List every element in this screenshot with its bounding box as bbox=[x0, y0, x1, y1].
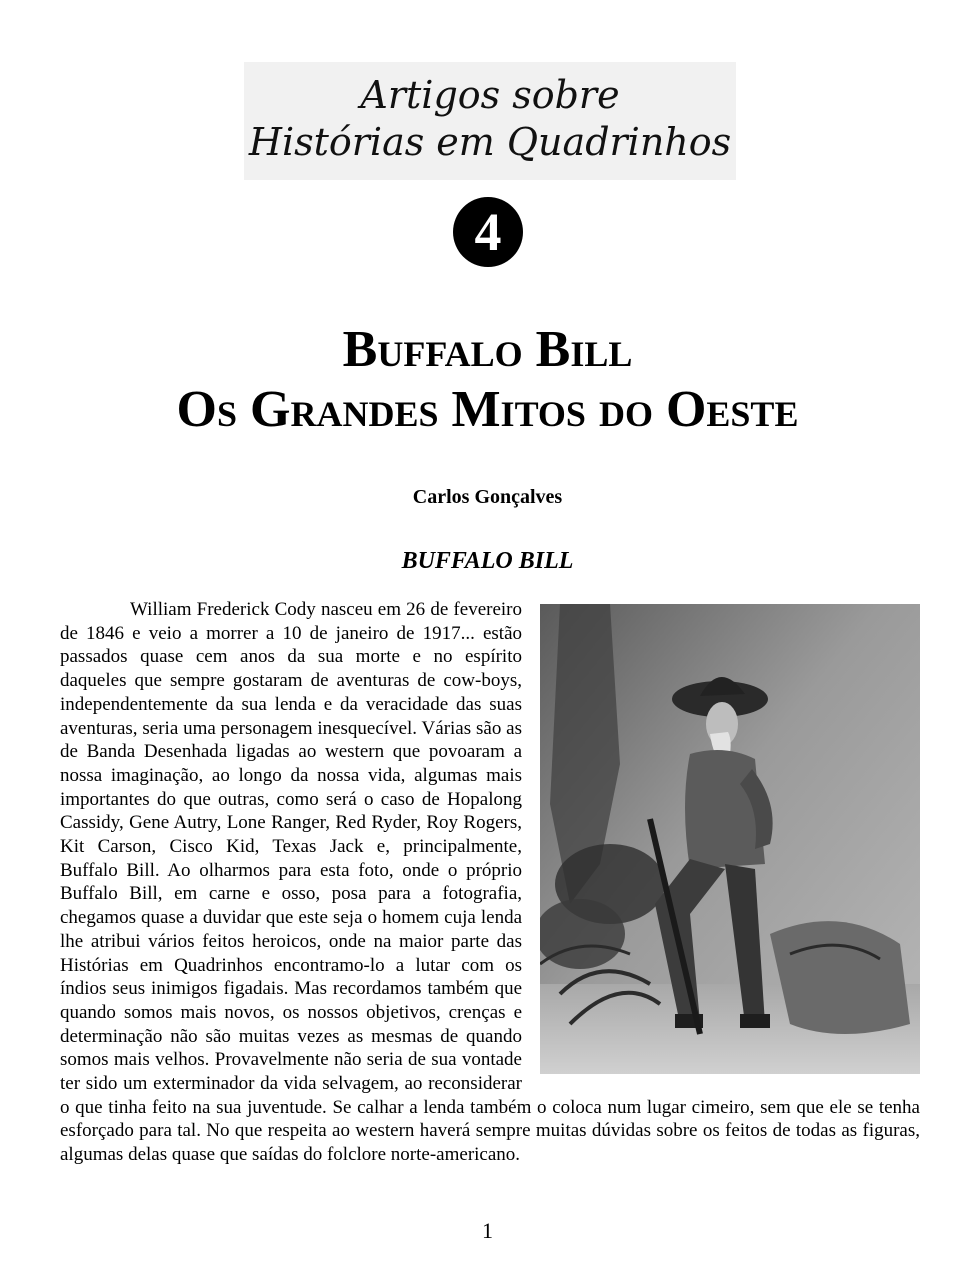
page-number: 1 bbox=[482, 1218, 493, 1243]
series-line-2: Histórias em Quadrinhos bbox=[248, 120, 732, 164]
portrait-illustration bbox=[540, 604, 920, 1074]
body-paragraph: William Frederick Cody nasceu em 26 de fevereiro de 1846 e veio a morrer a 10 de janeiro de 1917... estão passados quase cem anos da sua morte e no espírito daqueles que sempre gostaram de aventuras de cow-boys, independentemente da sua lenda e da veracidade das suas aventuras, seria uma personagem inesquecível. Várias são as de Banda Desenhada ligadas ao western que povoaram a nossa imaginação, ao longo da nossa vida, algumas mais importantes do que outras, como será o caso de Hopalong Cassidy, Gene Autry, Lone Ranger, Red Ryder, Roy Rogers, Kit Carson, Cisco Kid, Texas Jack e, principalmente, Buffalo Bill. Ao olharmos para esta foto, onde o próprio Buffalo Bill, em carne e osso, posa para a fotografia, chegamos quase a duvidar que este seja o homem cuja lenda lhe atribui vários feitos heroicos, onde na maior parte das Histórias em Quadrinhos encontramo-lo a lutar com os índios seus inimigos figadais. Mas recordamos também que quando somos mais novos, os nossos objetivos, crenças e determinação não são muitas vezes as mesmas de quando somos mais velhos. Provavelmente não seria de sua vontade ter sido um exterminador da vida selvagem, ao reconsiderar o que tinha feito na sua juventude. Se calhar a lenda também o coloca num lugar cimeiro, sem que ele se tenha esforçado para tal. No que respeita ao western haverá sempre muitas dúvidas sobre os feitos de todas as figuras, algumas delas quase que saídas do folclore norte-americano. bbox=[60, 599, 920, 1166]
author-name: Carlos Gonçalves bbox=[412, 486, 563, 508]
title-line-2: Os Grandes Mitos do Oeste bbox=[176, 381, 799, 438]
article-body bbox=[60, 598, 920, 1167]
series-line-1: Artigos sobre bbox=[360, 73, 620, 117]
issue-number-badge: 4 bbox=[453, 197, 523, 267]
section-heading: BUFFALO BILL bbox=[401, 548, 574, 574]
article-title bbox=[0, 320, 975, 440]
buffalo-bill-photo bbox=[540, 604, 920, 1074]
title-line-1: Buffalo Bill bbox=[342, 321, 633, 378]
series-banner bbox=[244, 62, 736, 180]
